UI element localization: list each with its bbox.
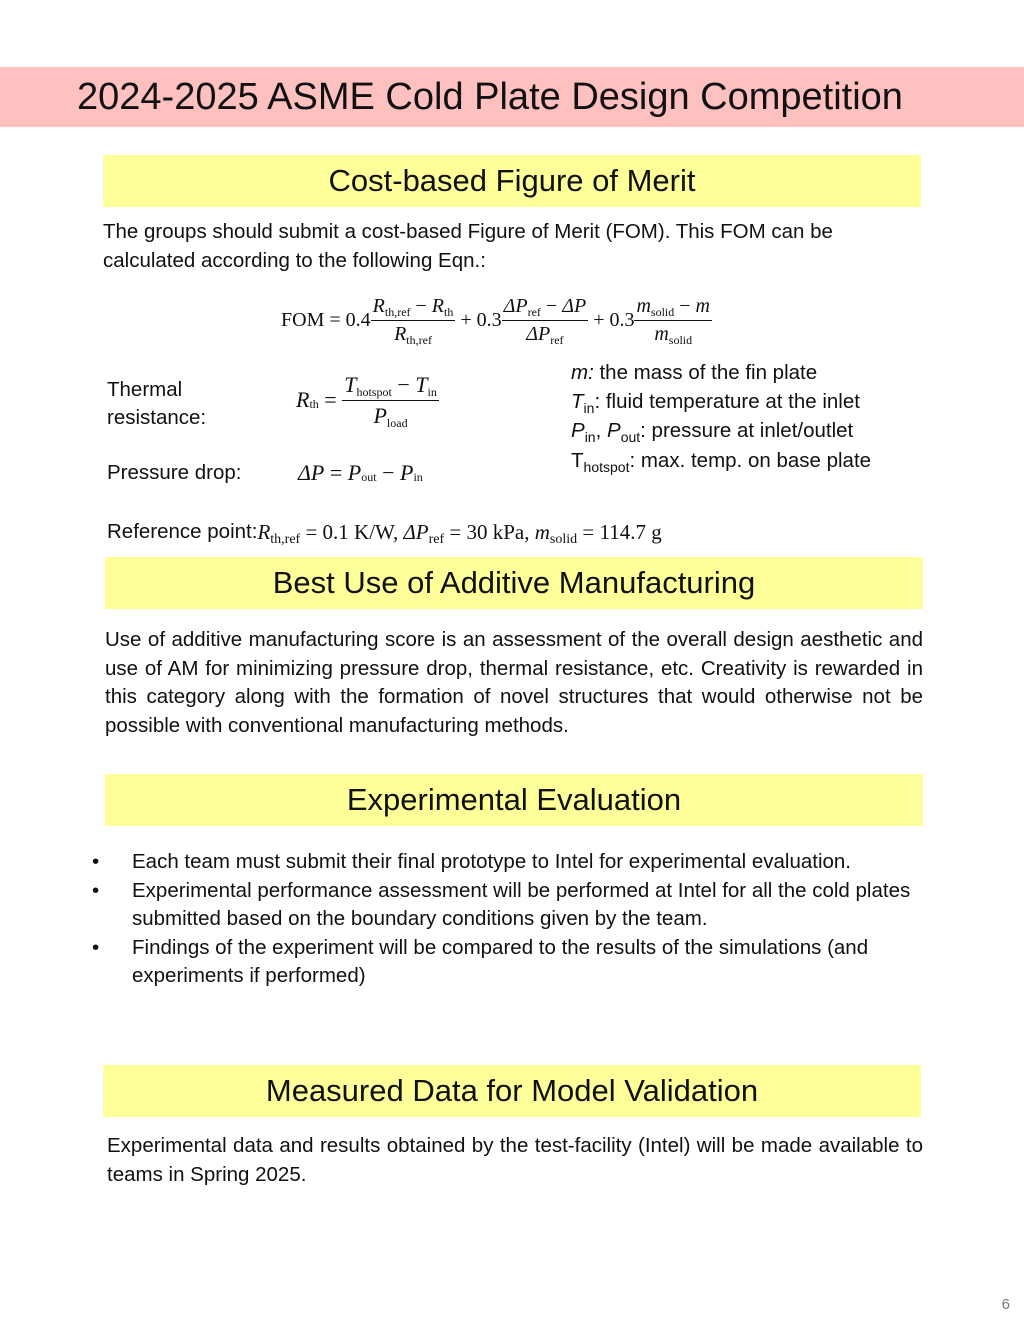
section-heading-measured-data: Measured Data for Model Validation bbox=[103, 1065, 921, 1117]
reference-point: Reference point: Rth,ref = 0.1 K/W, ΔPref = 30 kPa, msolid = 114.7 g bbox=[107, 519, 662, 547]
fom-coef-3: 0.3 bbox=[609, 308, 635, 331]
list-item: • Experimental performance assessment will be performed at Intel for all the cold plates submitted based on the boundary conditions given by the team. bbox=[92, 878, 911, 930]
fom-lhs: FOM bbox=[281, 308, 325, 331]
fom-coef-1: 0.4 bbox=[345, 308, 371, 331]
section-heading-fom: Cost-based Figure of Merit bbox=[103, 155, 921, 207]
pressure-drop-equation: ΔP = P out − P in bbox=[298, 460, 423, 485]
definition-hotspot: $T_{hotspot}$: max. temp. on base plate bbox=[571, 448, 872, 475]
reference-point-label: Reference point: bbox=[107, 520, 258, 543]
fom-term-mass: $\frac{m_{solid} - m}{m_{solid}}$ bbox=[636, 294, 710, 347]
definition-pressure: $P_{in}$, $P_{out}$: pressure at inlet/outlet bbox=[571, 419, 854, 445]
variable-definitions bbox=[571, 359, 871, 476]
thermal-resistance-equation: R th = $\frac{\text{Thotspot − Tin}}{\text{Pload}}$ bbox=[296, 371, 437, 430]
measured-data-body: Experimental data and results obtained by the test-facility (Intel) will be made available to teams in Spring 2025. bbox=[107, 1134, 923, 1186]
title-band bbox=[0, 67, 1024, 127]
page-number: 6 bbox=[1001, 1296, 1010, 1313]
definition-mass: m: the mass of the fin plate bbox=[571, 361, 818, 384]
fom-intro: The groups should submit a cost-based Figure of Merit (FOM). This FOM can be calculated according to the following Eqn.: bbox=[103, 220, 833, 272]
list-item: • Findings of the experiment will be compared to the results of the simulations (and experiments if performed) bbox=[92, 935, 869, 987]
pressure-drop-label: Pressure drop: bbox=[107, 461, 242, 484]
fom-term-thermal: $\frac{R_{th,ref} - R_{th}}{R_{th,ref}}$ bbox=[372, 294, 454, 347]
page-title: 2024-2025 ASME Cold Plate Design Competition bbox=[77, 76, 903, 118]
fom-coef-2: 0.3 bbox=[476, 308, 502, 331]
fom-equation: FOM = 0.4 $\frac{R_{th,ref} - R_{th}}{R_{th,ref}}$ + 0.3 $\frac{\Delta P_{ref} - \Delta P}{\Delta P_{ref}}$ + 0.3 $\frac{m_{solid} - m}{m_{solid}}$ bbox=[281, 294, 710, 347]
section-heading-experimental: Experimental Evaluation bbox=[105, 774, 923, 826]
list-item: • Each team must submit their final prototype to Intel for experimental evaluation. bbox=[92, 850, 852, 873]
definition-inlet-temperature: $T_{in}$: fluid temperature at the inlet bbox=[571, 389, 860, 416]
experimental-bullets bbox=[92, 848, 922, 991]
section-heading-am: Best Use of Additive Manufacturing bbox=[105, 557, 923, 609]
am-body: Use of additive manufacturing score is an assessment of the overall design aesthetic and use of AM for minimizing pressure drop, thermal resistance, etc. Creativity is rewarded in this category along with the formation of novel structures that would otherwise not be possible with conventional manufacturing methods. bbox=[105, 628, 923, 737]
thermal-resistance-label: Thermal resistance: bbox=[107, 378, 207, 429]
fom-term-pressure: $\frac{\Delta P_{ref} - \Delta P}{\Delta P_{ref}}$ bbox=[503, 294, 587, 347]
